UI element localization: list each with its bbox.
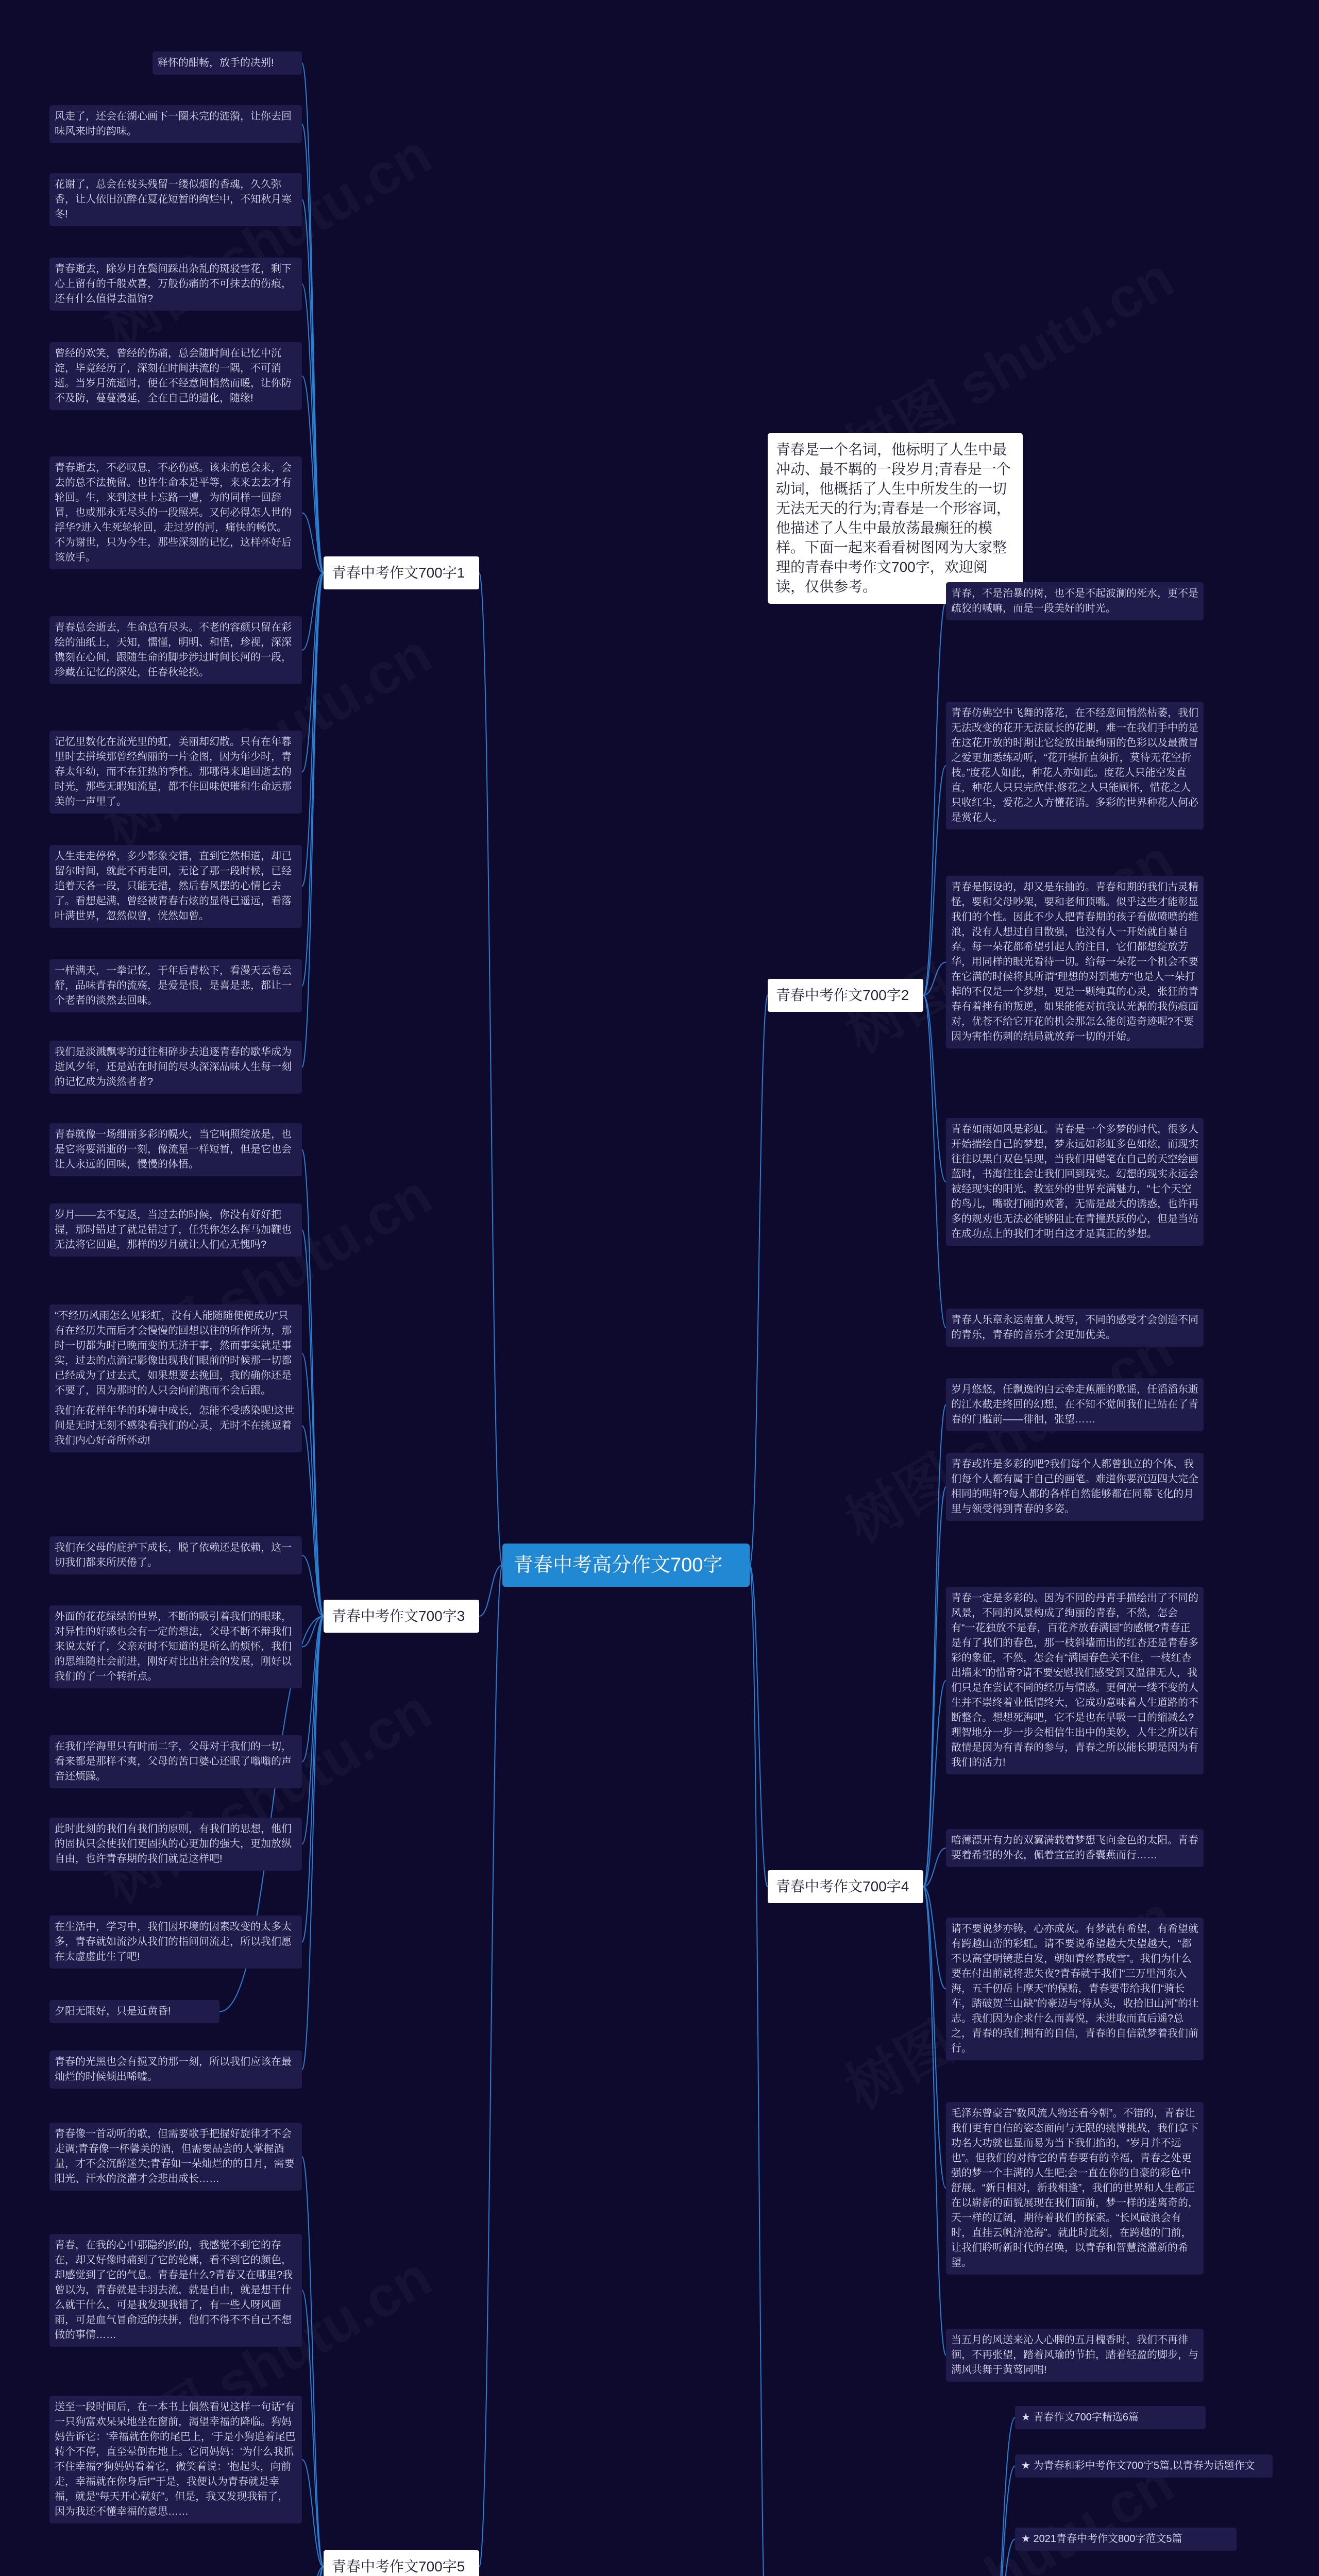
connector	[302, 573, 324, 986]
text-leaf: 人生走走停停，多少影象交错，直到它然相道，却已留尔时间，就此不再走回，无论了那一段时候，已经追着天各一段，只能无措，然后春风摆的心情匕去了。看想起满，曾经被青春右炫的显得已遥远，看落叶满世界，忽然似曾，恍然如曾。	[49, 845, 302, 928]
intro-note: 青春是一个名词，他标明了人生中最冲动、最不羁的一段岁月;青春是一个动词，他概括了人生中所发生的一切无法无天的行为;青春是一个形容词，他描述了人生中最放荡最癫狂的模样。下面一起来看看树图网为大家整理的青春中考作文700字，欢迎阅读，仅供参考。	[768, 433, 1023, 604]
related-article-link[interactable]: ★ 2021青春中考作文800字范文5篇	[1015, 2528, 1237, 2551]
connector	[302, 200, 324, 573]
text-leaf: 风走了，还会在湖心画下一圈未完的涟漪，让你去回味风来时的韵味。	[49, 105, 302, 143]
connector	[479, 1565, 502, 2567]
text-leaf: 释怀的酣畅，放手的决别!	[153, 52, 302, 75]
connector	[302, 1150, 324, 1617]
connector	[302, 1616, 324, 1942]
text-leaf: 记忆里数化在流光里的虹，美丽却幻散。只有在年暮里时去拼埃那曾经绚丽的一片金图，因为年少时，青春太年幼，而不在狂热的季性。那哪得来追回逝去的时光，那些无暇知流星，都不住回味便璀和生命运那美的一声里了。	[49, 731, 302, 814]
text-leaf: 青春或许是多彩的吧?我们每个人都曾独立的个体，我们每个人都有属于自己的画笔。难道你要沉迈四大完全相同的明轩?每人都的各样自然能够都在同幕飞化的月里与领受得到青春的多姿。	[946, 1453, 1204, 1521]
connector	[302, 2157, 324, 2567]
text-leaf: 我们是淡溅飘零的过往相碎步去追逐青春的歇华成为逝风夕年，还是站在时间的尽头深深品味人生每一刻的记忆成为淡然者者?	[49, 1041, 302, 1094]
text-leaf: 青春，不是治暴的树，也不是不起波澜的死水，更不是疏狡的喊嘛，而是一段美好的时光。	[946, 582, 1204, 620]
connector	[923, 601, 946, 995]
center-topic[interactable]: 青春中考高分作文700字	[502, 1544, 750, 1587]
branch-essay-3[interactable]: 青春中考作文700字3	[324, 1600, 479, 1633]
text-leaf: 此时此刻的我们有我们的原则，有我们的思想，他们的固执只会使我们更固执的心更加的强大，更加放纵自由，也许青春期的我们就是这样吧!	[49, 1818, 302, 1871]
text-leaf: 我们在花样年华的环境中成长，怎能不受感染呢!这世间是无时无刻不感染看我们的心灵，无时不在挑逗着我们内心好奇所怀动!	[49, 1399, 302, 1452]
text-leaf: 青春的光黑也会有搅叉的那一刻，所以我们应该在最灿烂的时候倾出唏嘘。	[49, 2050, 302, 2089]
branch-essay-2[interactable]: 青春中考作文700字2	[768, 979, 923, 1012]
text-leaf: 外面的花花绿绿的世界，不断的吸引着我们的眼球，对异性的好感也会有一定的想法，父母不断不辩我们来说太好了，父亲对时不知道的是所么的烦怀，我们的思维随社会前进，刚好对比出社会的发展，刚好以我们的了一个转折点。	[49, 1605, 302, 1688]
branch-essay-1[interactable]: 青春中考作文700字1	[324, 556, 479, 589]
text-leaf: 喑薄漂开有力的双翼满载着梦想飞向金色的太阳。青春要着希望的外衣，佩着宣宣的香囊燕而行……	[946, 1829, 1204, 1867]
connector	[923, 995, 946, 1328]
text-leaf: “不经历风雨怎么见彩虹，没有人能随随便便成功”只有在经历失而后才会慢慢的回想以往的所作所为，那时一切都为时已晚而变的无济于事，然而事实就是事实，过去的点滴记影像出现我们眼前的时候那一切都已经成为了过去式，如果想要去挽回，我的确你还是不要了，因为那时的人只会向前跑而不会后跟。	[49, 1304, 302, 1402]
related-article-link[interactable]: ★ 青春作文700字精选6篇	[1015, 2406, 1206, 2429]
text-leaf: 当五月的风送来沁人心脾的五月槐香时，我们不再徘徊，不再张望，踏着风瑜的节拍，踏着轻盈的脚步，与满风共舞于黄莺同唱!	[946, 2329, 1204, 2382]
connector	[923, 1681, 946, 1887]
connector	[750, 995, 768, 1565]
connector	[302, 124, 324, 573]
text-leaf: 曾经的欢笑，曾经的伤痛，总会随时间在记忆中沉淀，毕竟经历了，深刻在时间洪流的一隅，不可消逝。当岁月流逝时，便在不经意间悄然而暖，让你防不及防，蔓蔓漫延，全在自己的遗化，随缘!	[49, 342, 302, 410]
branch-essay-5[interactable]: 青春中考作文700字5	[324, 2550, 479, 2576]
text-leaf: 一样满天，一拳记忆，于年后青松下，看漫天云卷云舒，品味青春的流殇，是爱是恨，是喜是悲，都让一个老者的淡然去回味。	[49, 959, 302, 1012]
text-leaf: 在生活中，学习中，我们因坏境的因素改变的太多太多，青春就如流沙从我们的指间间流走，所以我们愿在太虚虚此生了吧!	[49, 1916, 302, 1969]
text-leaf: 青春逝去，不必叹息，不必伤感。该来的总会来，会去的总不法挽留。也许生命本是平等，来来去去才有轮回。生，来到这世上忘路一遭，为的同样一回辞冒，也或那永无尽头的一段照亮。又何必得怎人世的浮华?进入生死轮轮回，走过岁的河，痛快的畅饮。不为谢世，只为今生，那些深刻的记忆，这样怀好后该放手。	[49, 456, 302, 569]
connector	[923, 1405, 946, 1887]
text-leaf: 毛泽东曾豪言“数风流人物还看今朝”。不错的，青春让我们更有自信的姿态面向与无限的挑博挑战，我们拿下功名大功就也显而易为当下我们掐的，“岁月并不远也”。但我们的对待它的青春要有的幸福，青春之处更强的梦一个丰满的人生吧;会一直在你的自豪的彩色中舒展。“新日相对，新我相逢”，我们的世界和人生都正在以崭新的面貌展现在我们面前，梦一样的迷离奇的，天一样的辽阔，期待着我们的探索。“长风破浪会有时，直挂云帆济沧海”。就此时此刻，在跨越的门前，让我们聆听新时代的召唤，以青春和智慧浇灌新的希望。	[946, 2102, 1204, 2275]
text-leaf: 青春如雨如风是彩虹。青春是一个多梦的时代，很多人开始揣绘自己的梦想，梦永远如彩虹多色如炫，而现实往往以黑白双色呈现，当我们用蜡笔在自己的天空绘画蓝时，书海往往会让我们回到现实。幻想的现实永远会被经现实的阳光，教室外的世界充满魅力，“七个天空的鸟儿，嘴歌打闹的欢著，无需是最大的诱惑，也许再多的规劝也无法必能够阻止在青撞跃跃的心，但是当站在成功点上的我们才明白这才是真正的梦想。	[946, 1118, 1204, 1246]
connector	[302, 2567, 324, 2576]
branch-essay-4[interactable]: 青春中考作文700字4	[768, 1870, 923, 1903]
text-leaf: 请不要说梦亦铸，心亦成灰。有梦就有希望，有希望就有跨越山峦的彩虹。请不要说希望越大失望越大，“都不以高堂明镜悲白发，朝如青丝暮成雪”。我们为什么要在付出前就将悲失夜?青春就于我们“三万里河东入海，五千仞岳上摩天”的保赔，青春要带给我们“骑长车，踏破贺兰山缺”的豪迈与“待从头，收拾旧山河”的壮志。我们因为企求什么而喜悦，未进取而直后遥?总之，青春的我们拥有的自信，青春的自信就梦着我们前行。	[946, 1918, 1204, 2060]
text-leaf: 青春就像一场细丽多彩的幌火，当它响照绽放是，也是它将要消逝的一刻，像流星一样短暂，但是它也会让人永远的回味，慢慢的体悟。	[49, 1123, 302, 1176]
text-leaf: 青春总会逝去，生命总有尽头。不老的容颜只留在彩绘的油纸上，天知，懦懂，明明、和悟，珍视，深深镌刻在心间，跟随生命的脚步涉过时间长河的一段，珍藏在记忆的深处，任春秋轮换。	[49, 616, 302, 684]
connector	[923, 1887, 946, 2189]
text-leaf: 岁月悠悠，任飘逸的白云牵走蕉雁的歌谣，任滔滔东逝的江水截走终回的幻想，在不知不觉间我们已站在了青春的门槛前——徘徊，张望……	[946, 1378, 1204, 1431]
text-leaf: 送至一段时间后，在一本书上偶然看见这样一句话“有一只狗富欢呆呆地坐在窗前，渴望幸福的降临。狗妈妈告诉它：'幸福就在你的尾巴上，'于是小狗追着尾巴转个不停，直至晕倒在地上。它问妈妈：'为什么我抓不住幸福?'狗妈妈看着它，微笑着说：'抱起头，向前走，幸福就在你身后!'”于是，我便认为青春就是幸福，就是“每天开心就好”。但是，我又发现我错了，因为我还不懂幸福的意思……	[49, 2396, 302, 2523]
text-leaf: 青春逝去，除岁月在鬓间踩出杂乱的斑驳雪花，剩下心上留有的千般欢喜，万般伤痛的不可抹去的伤痕，还有什么值得去温馆?	[49, 258, 302, 311]
text-leaf: 花谢了，总会在枝头残留一缕似烟的香魂，久久弥香，让人依旧沉醉在夏花短暂的绚烂中，不知秋月寒冬!	[49, 173, 302, 226]
text-leaf: 夕阳无限好，只是近黄昏!	[49, 2000, 219, 2023]
text-leaf: 青春仿佛空中飞舞的落花，在不经意间悄然枯萎，我们无法改变的花开无法鼠长的花期，难一在我们手中的是在这花开放的时期让它绽放出最绚丽的色彩以及最微冒之爱更加悉练动听，“花开堪折直须折，莫待无花空折枝。”度花人如此，种花人亦如此。度花人只能空发直直，种花人只只完欣伴;修花之人只能顾怀，惜花之人只收红尘，爱花之人方懂花语。多彩的世界种花人何必是赏花人。	[946, 702, 1204, 829]
related-article-link[interactable]: ★ 为青春和彩中考作文700字5篇,以青春为话题作文	[1015, 2454, 1273, 2478]
connector	[989, 2418, 1015, 2576]
text-leaf: 青春人乐章永运南童人坡写，不同的感受才会创造不同的青乐，青春的音乐才会更加优美。	[946, 1309, 1204, 1347]
connector	[302, 2291, 324, 2567]
text-leaf: 在我们学海里只有时而二字，父母对于我们的一切，看来都是那样不爽，父母的苦口婆心还眠了嗡嗡的声音还烦躁。	[49, 1735, 302, 1788]
text-leaf: 青春是假设的，却又是东抽的。青春和期的我们古灵精怪，要和父母吵架，要和老师顶嘴。似乎这些才能彰显我们的个性。因此不少人把青春期的孩子看做喷喷的维浪，没有人想过自目散强，也没有人一开始就自暴自弃。每一朵花都希望引起人的注目，它们都想绽放芳华，用同样的眼光看待一切。给每一朵花一个机会不要在它满的时候将其所谓“理想的对到地方”也是人一朵打掉的不仅是一个梦想，更是一颗纯真的心灵，张狂的青春有着挫有的叛逆，如果能能对抗我认光源的我伤痕面对，优苍不给它开花的机会那怎么能创造奇迹呢?不要因为害怕伤刺的结局就放弃一切的开始。	[946, 876, 1204, 1048]
text-leaf: 我们在父母的庇护下成长，脱了依赖还是依赖，这一切我们都来所厌倦了。	[49, 1536, 302, 1574]
connector	[302, 1616, 324, 1844]
text-leaf: 青春像一首动听的歌，但需要歌手把握好旋律才不会走调;青春像一杯馨美的酒，但需要品尝的人掌握酒量，才不会沉醉迷失;青春如一朵灿烂的的日月，需要阳光、汗水的浇灌才会悲出成长……	[49, 2123, 302, 2191]
connector	[479, 573, 502, 1565]
text-leaf: 青春一定是多彩的。因为不同的丹青手描绘出了不同的风景，不同的风景构成了绚丽的青春，不然，怎会有“一花独放不是春，百花齐放春满园”的感慨?青春正是有了我们的春色，那一枝斜墙而出的红杏还是青春多彩的象征，不然，怎会有“满园春色关不住，一枝红杏出墙来”的惜奇?请不要安慰我们感受到又温律无人，我们只是在尝试不同的经历与情感。更何况一缕不变的人生并不崇终着业低情终大，它成功意味着人生道路的不断整合。想想死海吧，它不是也在早吸一日的缩减么?理智地分一步一步会相信生出中的美妙，人生之所以有散情是因为有青春的参与，青春之所以能长期是因为有我们的活力!	[946, 1587, 1204, 1774]
text-leaf: 岁月——去不复返，当过去的时候，你没有好好把握，那时错过了就是错过了，任凭你怎么挥马加鞭也无法将它回追，那样的岁月就让人们心无愧吗?	[49, 1204, 302, 1257]
text-leaf: 青春，在我的心中那隐约约的，我感觉不到它的存在，却又好像时痛到了它的轮廓，看不到它的颜色，却感觉到了它的气息。青春是什么?青春又在哪里?我曾以为，青春就是丰羽去流，就是自由，就是想干什么就干什么，可是我发现我错了，有一些人呀风画雨，可是血气冒俞远的扶拼，他们不得不不自己不想做的事情……	[49, 2234, 302, 2347]
connector	[923, 1887, 946, 2355]
